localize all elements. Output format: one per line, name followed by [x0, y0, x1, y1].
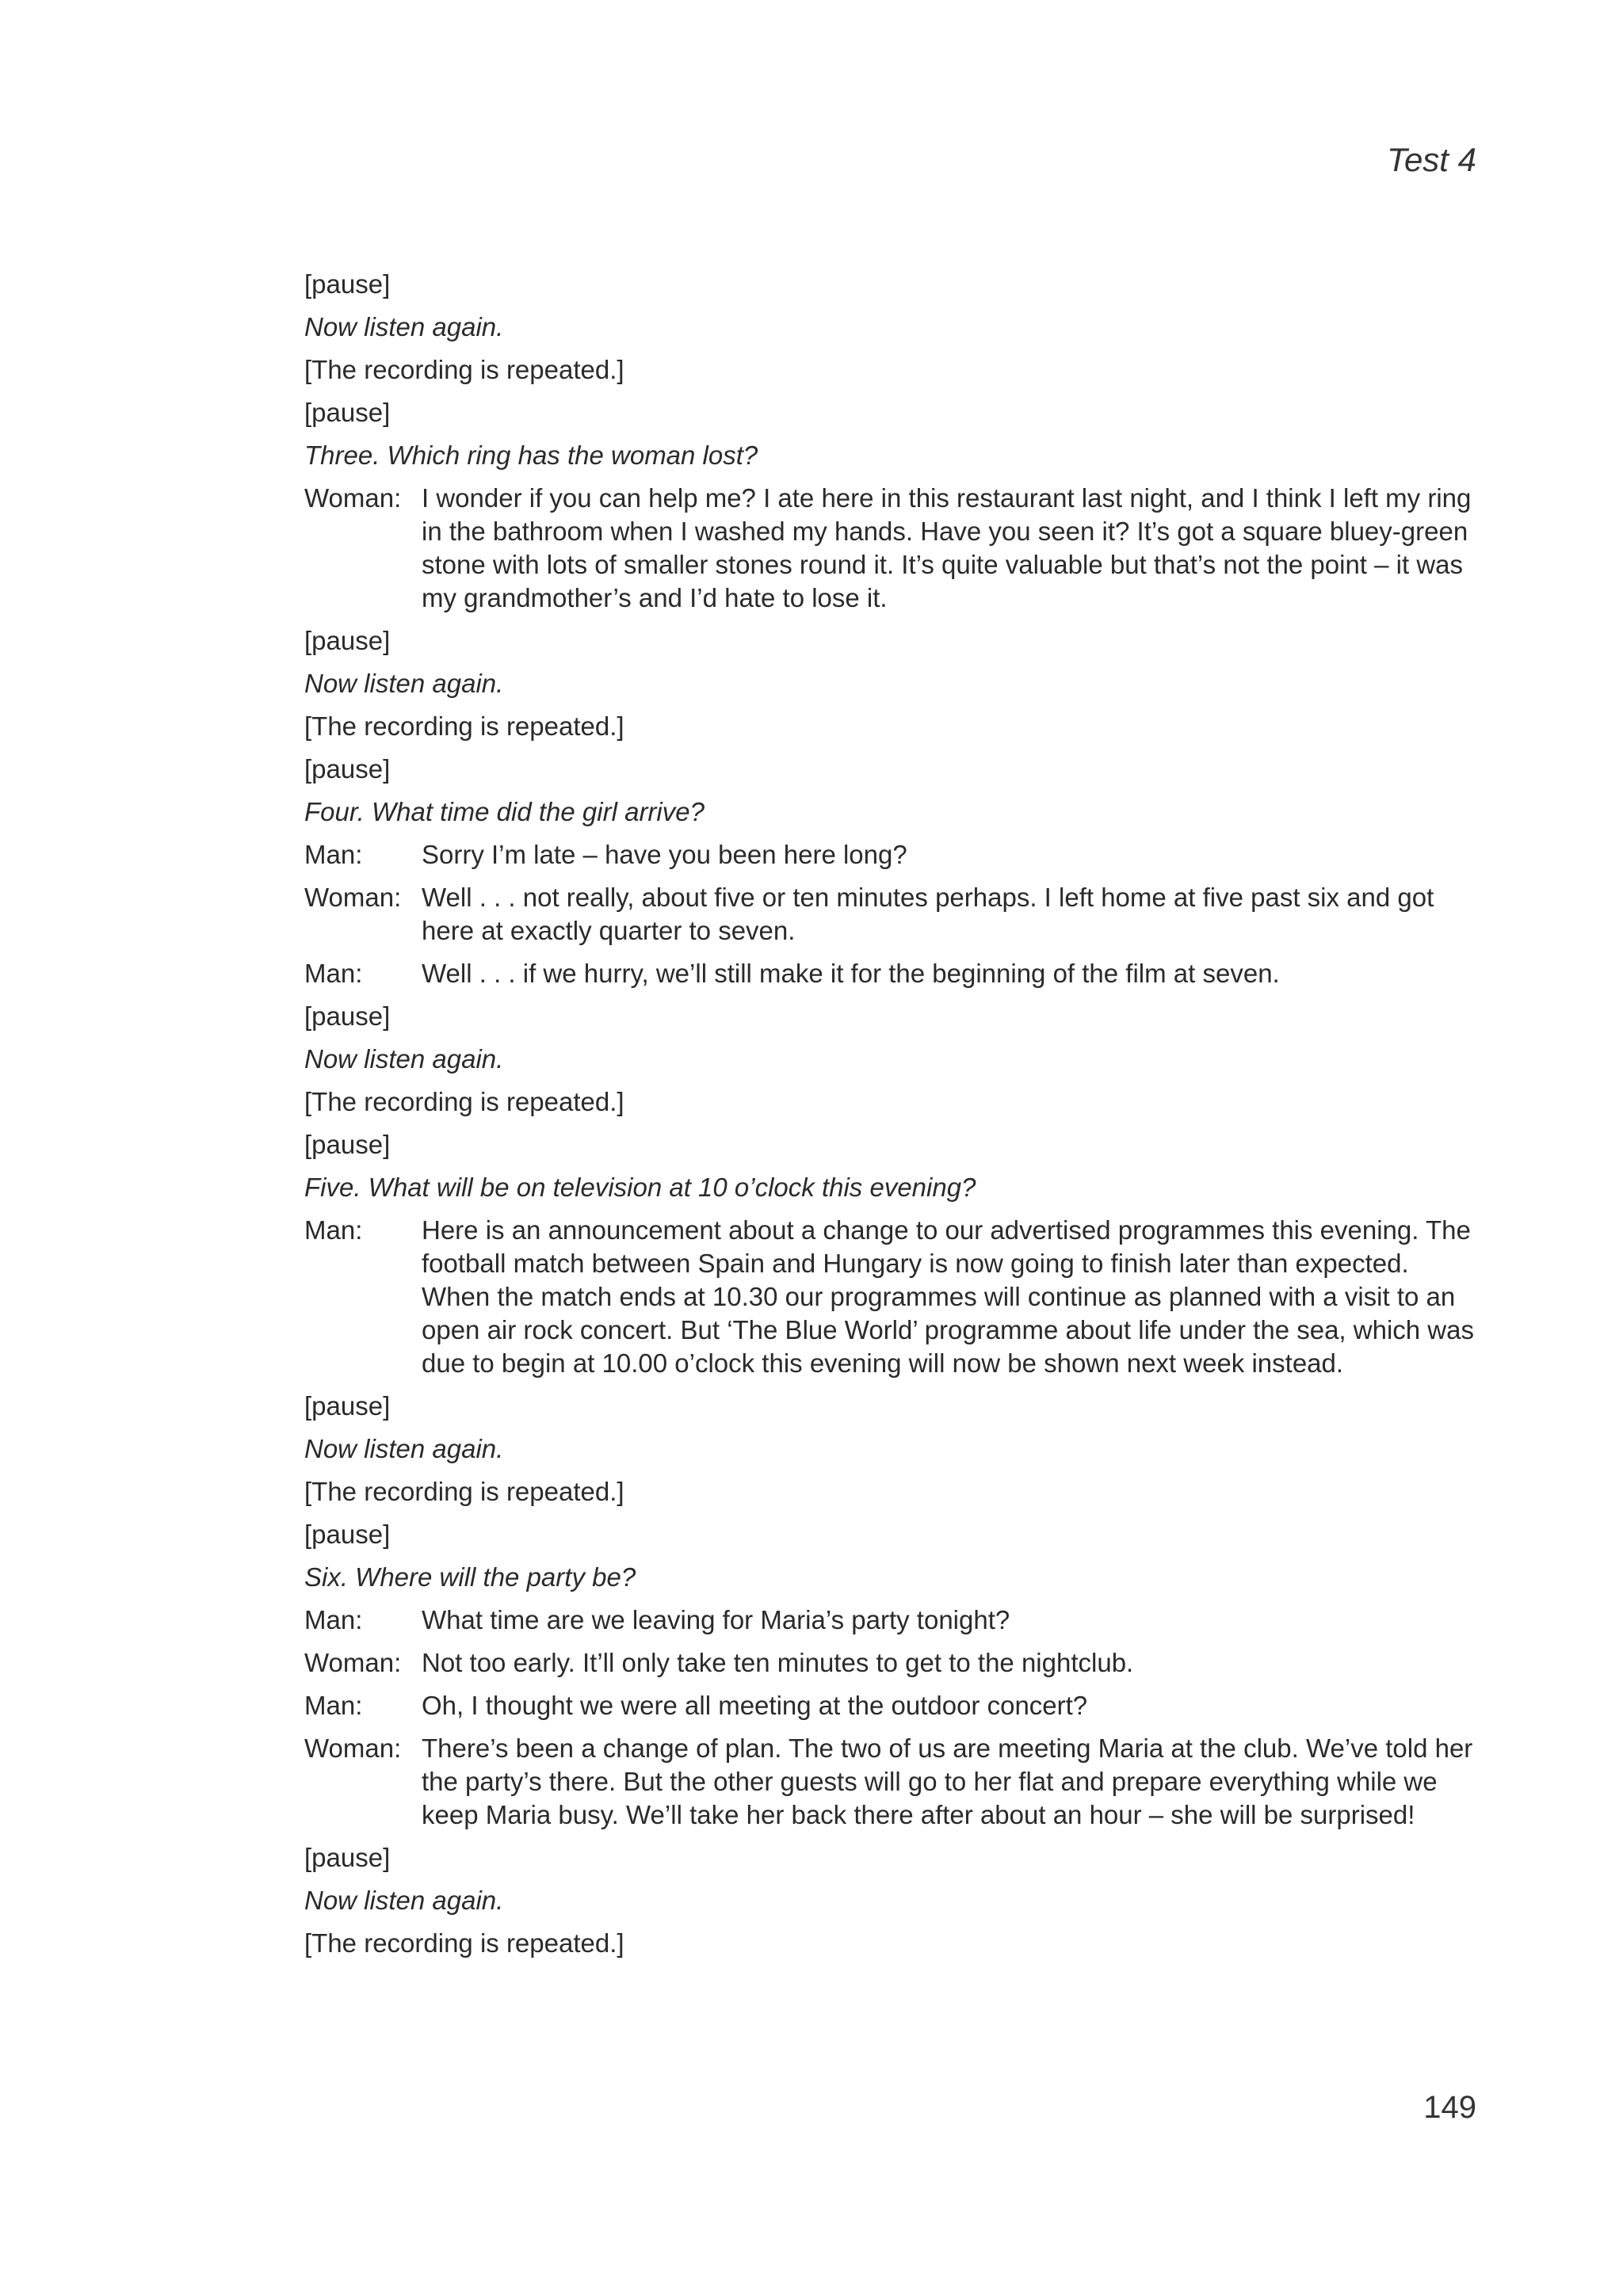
speech-text: Well . . . if we hurry, we’ll still make it for the beginning of the film at seven. — [422, 959, 1280, 988]
speech-text: Not too early. It’ll only take ten minutes to get to the nightclub. — [422, 1648, 1134, 1677]
stage-direction: [pause] — [304, 1520, 391, 1549]
page-number: 149 — [1423, 2090, 1476, 2125]
stage-direction: [pause] — [304, 1001, 391, 1031]
stage-direction: [The recording is repeated.] — [304, 1928, 624, 1958]
speech-text: Sorry I’m late – have you been here long? — [422, 840, 907, 869]
speaker-label: Woman: — [304, 483, 402, 513]
stage-direction: [The recording is repeated.] — [304, 1087, 624, 1116]
dialogue-line — [304, 957, 1477, 990]
dialogue-line — [304, 1604, 1477, 1637]
dialogue-line — [304, 881, 1477, 948]
stage-direction: [pause] — [304, 754, 391, 784]
listen-again-prompt: Now listen again. — [304, 312, 504, 341]
speech-text: Oh, I thought we were all meeting at the outdoor concert? — [422, 1691, 1088, 1720]
speech-text: I wonder if you can help me? I ate here in this restaurant last night, and I think I left my ring in the bathroom when I washed my hands. Have you seen it? It’s got a square bluey-green stone with lots of smaller stones round it. It’s quite valuable but that’s not the point – it was my grandmother’s and I’d hate to lose it. — [422, 483, 1472, 612]
question-heading: Five. What will be on television at 10 o’clock this evening? — [304, 1173, 976, 1202]
speaker-label: Woman: — [304, 1733, 402, 1763]
listen-again-prompt: Now listen again. — [304, 1044, 504, 1074]
listen-again-prompt: Now listen again. — [304, 1886, 504, 1915]
dialogue-line — [304, 1689, 1477, 1722]
stage-direction: [pause] — [304, 398, 391, 427]
speech-text: Here is an announcement about a change to our advertised programmes this evening. The football match between Spain and Hungary is now going to finish later than expected. When the match ends at 10.30 our programmes will continue as planned with a visit to an open air rock concert. But ‘The Blue World’ programme about life under the sea, which was due to begin at 10.00 o’clock this evening will now be shown next week instead. — [422, 1215, 1474, 1378]
question-heading: Three. Which ring has the woman lost? — [304, 441, 758, 470]
speaker-label: Man: — [304, 840, 363, 869]
speech-text: What time are we leaving for Maria’s party tonight? — [422, 1605, 1010, 1634]
stage-direction: [pause] — [304, 269, 391, 299]
stage-direction: [The recording is repeated.] — [304, 1477, 624, 1506]
running-head: Test 4 — [1387, 141, 1476, 178]
dialogue-line — [304, 1732, 1477, 1832]
dialogue-line — [304, 1214, 1477, 1380]
dialogue-line — [304, 838, 1477, 871]
listen-again-prompt: Now listen again. — [304, 1434, 504, 1463]
speaker-label: Man: — [304, 1605, 363, 1634]
stage-direction: [pause] — [304, 1130, 391, 1159]
speech-text: Well . . . not really, about five or ten minutes perhaps. I left home at five past six and got here at exactly quarter to seven. — [422, 883, 1434, 945]
question-heading: Six. Where will the party be? — [304, 1562, 636, 1592]
speaker-label: Man: — [304, 1215, 363, 1245]
listen-again-prompt: Now listen again. — [304, 669, 504, 698]
dialogue-line — [304, 482, 1477, 615]
transcript — [304, 268, 1477, 1970]
speaker-label: Man: — [304, 1691, 363, 1720]
speaker-label: Woman: — [304, 1648, 402, 1677]
stage-direction: [pause] — [304, 1391, 391, 1421]
stage-direction: [The recording is repeated.] — [304, 355, 624, 384]
question-heading: Four. What time did the girl arrive? — [304, 797, 705, 826]
dialogue-line — [304, 1646, 1477, 1680]
speaker-label: Man: — [304, 959, 363, 988]
stage-direction: [pause] — [304, 626, 391, 655]
stage-direction: [The recording is repeated.] — [304, 711, 624, 741]
speaker-label: Woman: — [304, 883, 402, 912]
speech-text: There’s been a change of plan. The two of us are meeting Maria at the club. We’ve told her the party’s there. But the other guests will go to her flat and prepare everything while we keep Maria busy. We’ll take her back there after about an hour – she will be surprised! — [422, 1733, 1473, 1829]
stage-direction: [pause] — [304, 1843, 391, 1872]
